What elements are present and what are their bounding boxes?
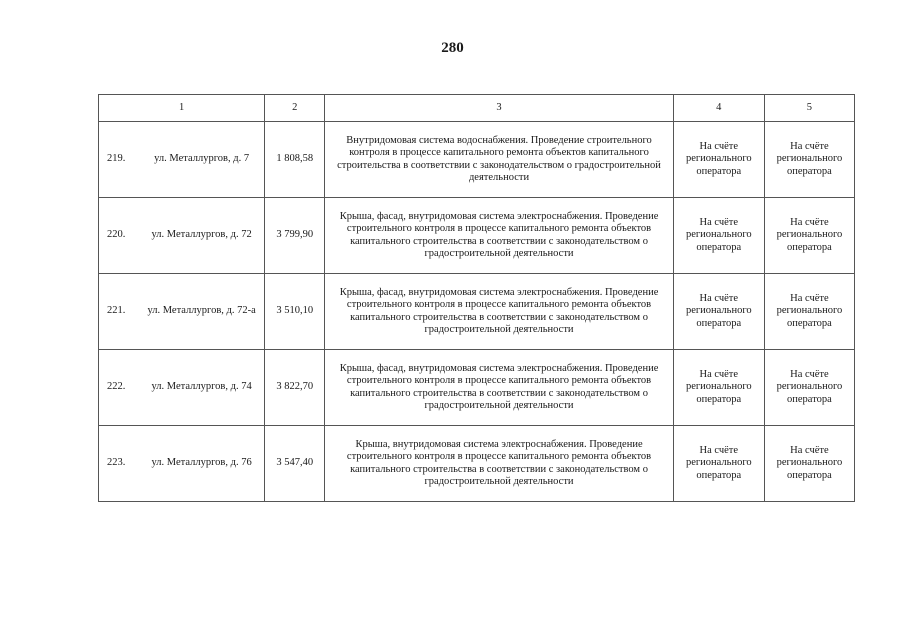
table-row — [99, 426, 855, 502]
row-col5: На счёте регионального оператора — [764, 350, 854, 426]
row-work-description: Внутридомовая система водоснабжения. Проведение строительного контроля в процессе капитального ремонта объектов капитального строительства в соответствии с законодательством о градостроительной деятельности — [325, 122, 673, 198]
row-work-description: Крыша, фасад, внутридомовая система электроснабжения. Проведение строительного контроля в процессе капитального ремонта объектов капитального строительства в соответствии с законодательством о градостроительной деятельности — [325, 350, 673, 426]
row-area: 3 510,10 — [265, 274, 325, 350]
header-col-1: 1 — [99, 95, 265, 122]
row-number: 222. — [107, 381, 126, 393]
row-address: ул. Металлургов, д. 7 — [154, 153, 250, 165]
row-area: 3 822,70 — [265, 350, 325, 426]
row-number: 221. — [107, 305, 126, 317]
row-col4: На счёте регионального оператора — [673, 274, 764, 350]
address-cell — [99, 426, 265, 502]
row-area: 1 808,58 — [265, 122, 325, 198]
row-number: 219. — [107, 153, 126, 165]
header-col-4: 4 — [673, 95, 764, 122]
page-number: 280 — [441, 40, 464, 56]
row-col5: На счёте регионального оператора — [764, 198, 854, 274]
row-col4: На счёте регионального оператора — [673, 350, 764, 426]
address-cell — [99, 198, 265, 274]
row-number: 220. — [107, 229, 126, 241]
header-row — [99, 95, 855, 122]
table-row — [99, 198, 855, 274]
header-col-3: 3 — [325, 95, 673, 122]
row-number: 223. — [107, 457, 126, 469]
table-row — [99, 350, 855, 426]
capital-repair-table — [98, 94, 855, 502]
row-col5: На счёте регионального оператора — [764, 122, 854, 198]
table-row — [99, 122, 855, 198]
address-cell — [99, 350, 265, 426]
header-col-5: 5 — [764, 95, 854, 122]
row-address: ул. Металлургов, д. 76 — [151, 457, 252, 469]
row-work-description: Крыша, фасад, внутридомовая система электроснабжения. Проведение строительного контроля в процессе капитального ремонта объектов капитального строительства в соответствии с законодательством о градостроительной деятельности — [325, 198, 673, 274]
row-area: 3 799,90 — [265, 198, 325, 274]
table-row — [99, 274, 855, 350]
header-col-2: 2 — [265, 95, 325, 122]
row-col4: На счёте регионального оператора — [673, 122, 764, 198]
row-work-description: Крыша, фасад, внутридомовая система электроснабжения. Проведение строительного контроля в процессе капитального ремонта объектов капитального строительства в соответствии с законодательством о градостроительной деятельности — [325, 274, 673, 350]
row-area: 3 547,40 — [265, 426, 325, 502]
row-col5: На счёте регионального оператора — [764, 426, 854, 502]
row-address: ул. Металлургов, д. 72 — [151, 229, 252, 241]
row-col5: На счёте регионального оператора — [764, 274, 854, 350]
row-address: ул. Металлургов, д. 72-а — [147, 305, 256, 317]
address-cell — [99, 274, 265, 350]
row-col4: На счёте регионального оператора — [673, 198, 764, 274]
row-col4: На счёте регионального оператора — [673, 426, 764, 502]
address-cell — [99, 122, 265, 198]
row-work-description: Крыша, внутридомовая система электроснабжения. Проведение строительного контроля в процессе капитального ремонта объектов капитального строительства в соответствии с законодательством о градостроительной деятельности — [325, 426, 673, 502]
row-address: ул. Металлургов, д. 74 — [151, 381, 252, 393]
